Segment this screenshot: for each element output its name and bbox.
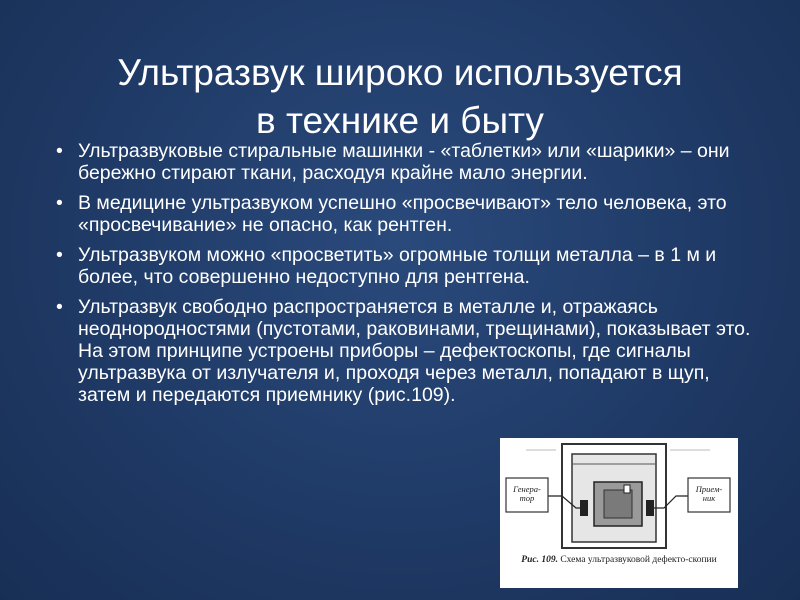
bullet-item: • Ультразвуковые стиральные машинки - «таблетки» или «шарики» – они бережно стирают ткани, расходуя крайне мало энергии. — [56, 140, 756, 184]
bullet-item: • Ультразвук свободно распространяется в металле и, отражаясь неоднородностями (пустотами, раковинами, трещинами), показывает это. На этом принципе устроены приборы – дефектоскопы, где сигналы ультразвука от излучателя и, проходя через металл, попадают в щуп, затем и передаются приемнику (рис.109). — [56, 296, 756, 406]
title-line-1: Ультразвук широко используется — [117, 51, 683, 93]
bullet-item: • Ультразвуком можно «просветить» огромные толщи металла – в 1 м и более, что совершенно недоступно для рентгена. — [56, 244, 756, 288]
caption-text: Схема ультразвуковой дефекто-скопии — [560, 555, 717, 565]
bullet-list — [56, 140, 756, 414]
bullet-item: • В медицине ультразвуком успешно «просвечивают» тело человека, это «просвечивание» не опасно, как рентген. — [56, 192, 756, 236]
figure-caption — [504, 555, 734, 566]
generator-label: Генера-тор — [513, 484, 541, 503]
slide-title — [40, 49, 760, 145]
caption-number: Рис. 109. — [521, 555, 558, 565]
receiver-label: Прием-ник — [695, 484, 723, 503]
defectoscopy-figure — [500, 438, 738, 588]
title-line-2: в технике и быту — [256, 99, 544, 141]
